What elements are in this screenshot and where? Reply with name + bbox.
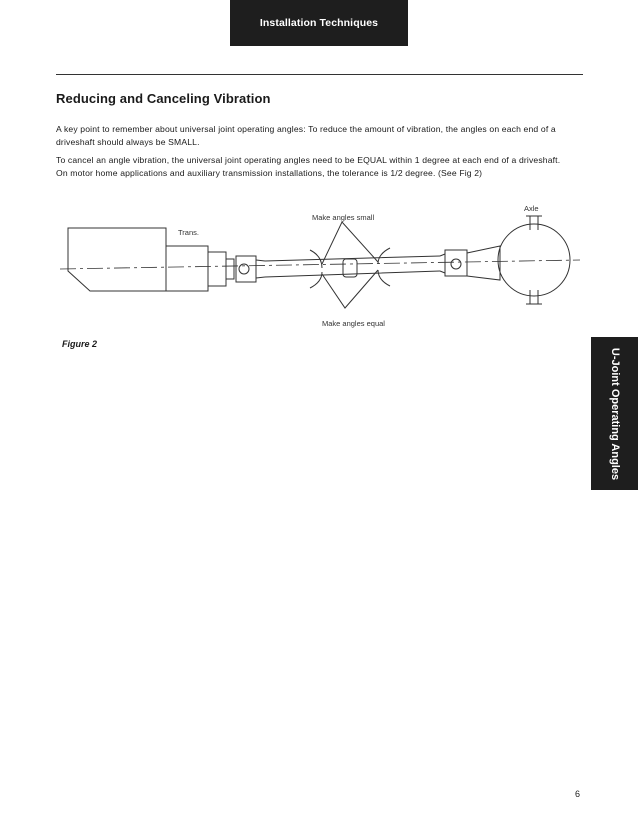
axle-tube-bottom bbox=[526, 290, 542, 304]
leader-equal bbox=[322, 270, 378, 308]
label-make-angles-small: Make angles small bbox=[312, 213, 375, 222]
label-axle: Axle bbox=[524, 204, 539, 213]
transmission-tailhousing bbox=[166, 246, 208, 291]
header-tab-label: Installation Techniques bbox=[259, 17, 379, 29]
page-number: 6 bbox=[575, 789, 581, 799]
axle-pinion bbox=[467, 246, 500, 280]
figure-caption: Figure 2 bbox=[62, 339, 98, 349]
label-make-angles-equal: Make angles equal bbox=[322, 319, 385, 328]
front-angle-arc-lower bbox=[310, 272, 322, 288]
rear-angle-arc-upper bbox=[378, 248, 390, 264]
front-u-joint bbox=[236, 256, 265, 282]
label-trans: Trans. bbox=[178, 228, 199, 237]
centerline bbox=[60, 260, 580, 269]
driveline-diagram bbox=[60, 198, 580, 334]
side-tab-label: U-Joint Operating Angles bbox=[608, 347, 621, 480]
paragraph-line: On motor home applications and auxiliary transmission installations, the tolerance is 1/2 degree. (See Fig 2) bbox=[56, 168, 483, 178]
paragraph-cancel-vibration bbox=[56, 154, 586, 180]
paragraph-reduce-vibration bbox=[56, 123, 586, 149]
axle-tube-top bbox=[526, 216, 542, 230]
transmission-yoke bbox=[208, 252, 226, 286]
top-rule bbox=[56, 74, 583, 75]
header-tab bbox=[230, 0, 408, 46]
front-angle-arc-upper bbox=[310, 250, 322, 268]
paragraph-line: A key point to remember about universal joint operating angles: To reduce the amount of vibration, the angles on each end of a bbox=[56, 124, 556, 134]
transmission-body bbox=[68, 228, 166, 291]
rear-u-joint bbox=[440, 250, 467, 276]
section-title: Reducing and Canceling Vibration bbox=[56, 91, 271, 106]
paragraph-line: driveshaft should always be SMALL. bbox=[56, 137, 200, 147]
paragraph-line: To cancel an angle vibration, the universal joint operating angles need to be EQUAL within 1 degree at each end of a driveshaft. bbox=[56, 155, 561, 165]
side-tab bbox=[591, 337, 638, 490]
